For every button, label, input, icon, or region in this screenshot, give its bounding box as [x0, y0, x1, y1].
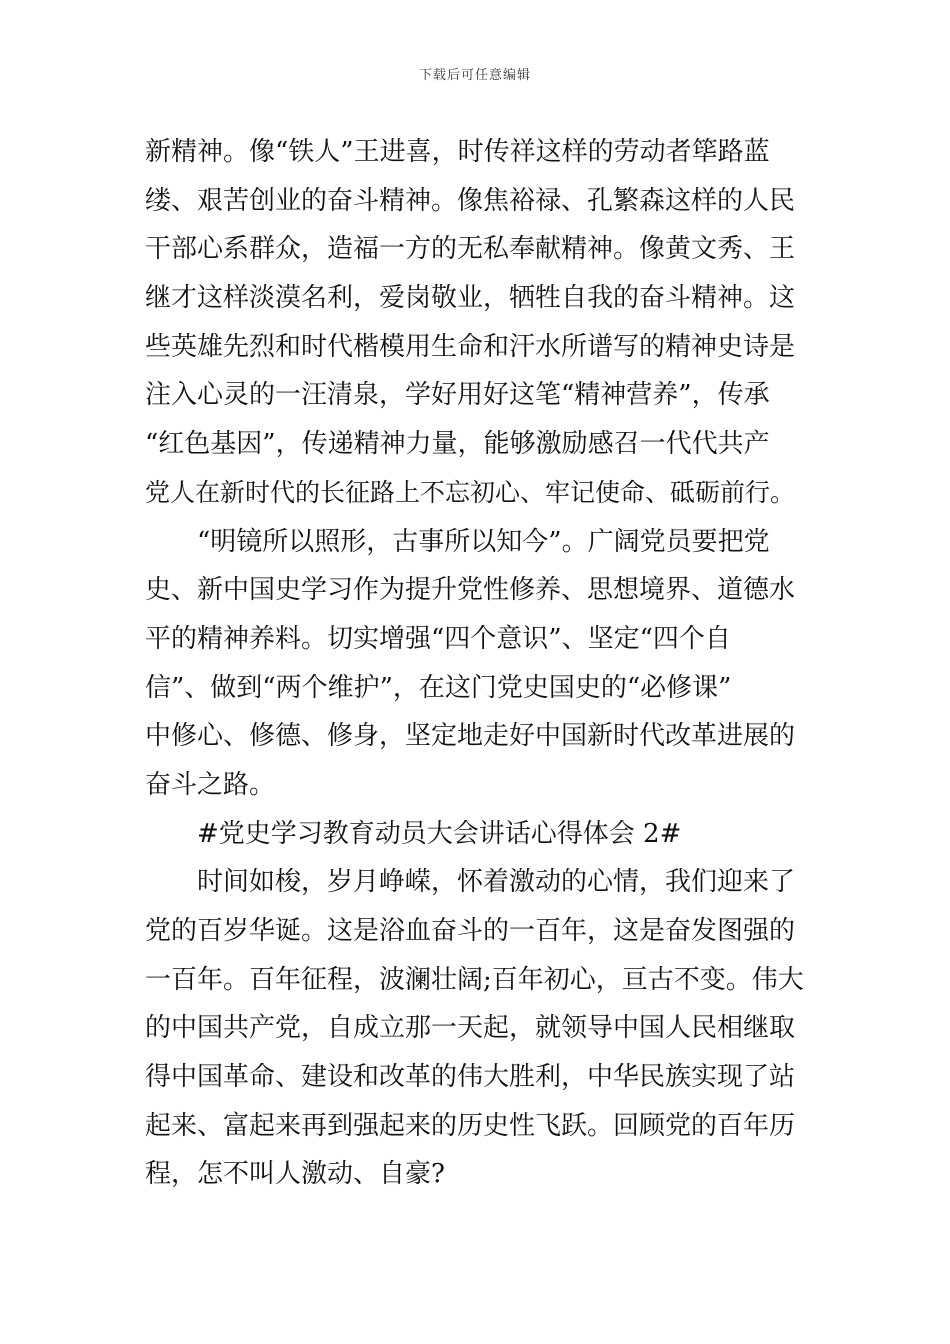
text-line: 新精神。像“铁人”王进喜，时传祥这样的劳动者筚路蓝 — [145, 137, 770, 167]
page-header-note: 下载后可任意编辑 — [418, 68, 531, 83]
text-line: 一百年。百年征程，波澜壮阔;百年初心，亘古不变。伟大 — [145, 964, 804, 995]
text-line: “红色基因”，传递精神力量，能够激励感召一代代共产 — [145, 429, 770, 460]
paragraph-first-line: 时间如梭，岁月峥嵘，怀着激动的心情，我们迎来了 — [197, 867, 796, 898]
document-body — [145, 128, 805, 1199]
text-line: 奋斗之路。 — [145, 769, 276, 800]
text-line: 注入心灵的一汪清泉，学好用好这笔“精神营养”，传承 — [145, 380, 770, 411]
text-line: 信”、做到“两个维护”，在这门党史国史的“必修课” — [145, 672, 732, 703]
text-line: 缕、艰苦创业的奋斗精神。像焦裕禄、孔繁森这样的人民 — [145, 185, 796, 216]
text-line: 些英雄先烈和时代楷模用生命和汗水所谱写的精神史诗是 — [145, 331, 796, 362]
text-line: 起来、富起来再到强起来的历史性飞跃。回顾党的百年历 — [145, 1110, 796, 1141]
section-heading: #党史学习教育动员大会讲话心得体会 2# — [197, 818, 682, 849]
text-line: 中修心、修德、修身，坚定地走好中国新时代改革进展的 — [145, 721, 796, 752]
text-line: 平的精神养料。切实增强“四个意识”、坚定“四个自 — [145, 623, 731, 654]
text-line: 得中国革命、建设和改革的伟大胜利，中华民族实现了站 — [145, 1062, 796, 1093]
text-line: 党的百岁华诞。这是浴血奋斗的一百年，这是奋发图强的 — [145, 916, 796, 946]
text-line: 的中国共产党，自成立那一天起，就领导中国人民相继取 — [145, 1013, 796, 1044]
text-line: 程，怎不叫人激动、自豪? — [145, 1159, 445, 1190]
text-line: 继才这样淡漠名利，爱岗敬业，牺牲自我的奋斗精神。这 — [145, 283, 796, 314]
paragraph-first-line: “明镜所以照形，古事所以知今”。广阔党员要把党 — [197, 526, 770, 557]
text-line: 党人在新时代的长征路上不忘初心、牢记使命、砥砺前行。 — [145, 477, 796, 507]
text-line: 干部心系群众，造福一方的无私奉献精神。像黄文秀、王 — [145, 234, 796, 265]
text-line: 史、新中国史学习作为提升党性修养、思想境界、道德水 — [145, 575, 796, 606]
